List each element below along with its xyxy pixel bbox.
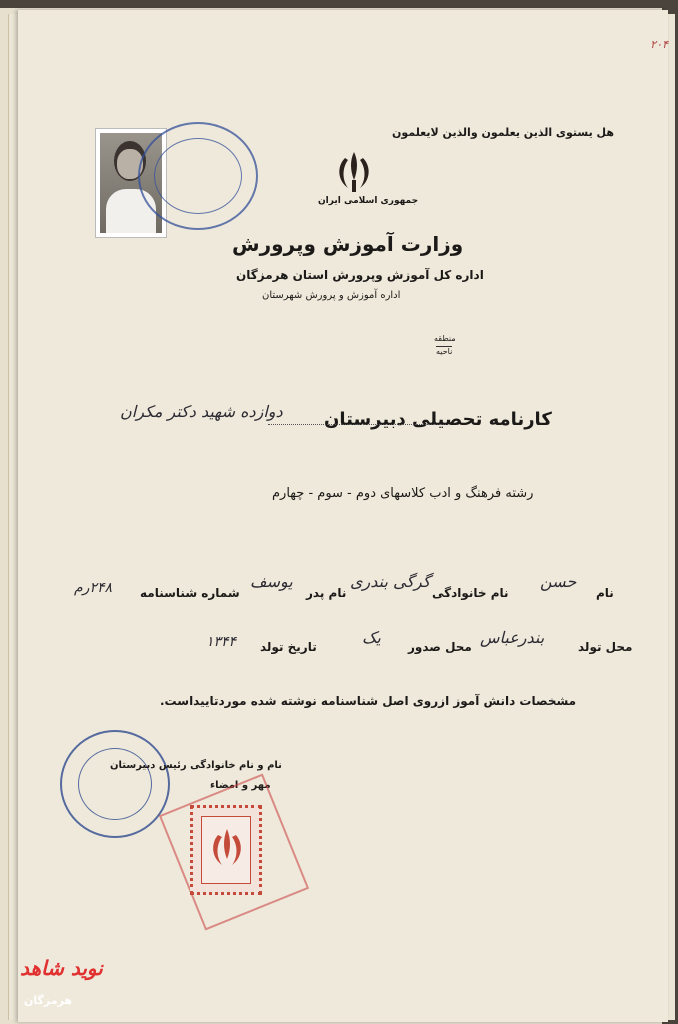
issue-value: یک: [362, 628, 381, 647]
document-title: کارنامه تحصیلی دبیرستان: [324, 409, 552, 430]
revenue-stamp-emblem-icon: [207, 825, 247, 875]
region-label: منطقه: [434, 334, 456, 343]
family-label: نام خانوادگی: [432, 586, 509, 600]
confirmation-text: مشخصات دانش آموز ازروی اصل شناسنامه نوشته شده موردتاییداست.: [160, 694, 577, 708]
name-label: نام: [596, 586, 614, 600]
photo-stamp: [138, 122, 258, 230]
emblem-caption: جمهوری اسلامی ایران: [318, 196, 419, 206]
seal-label: مهر و امضاء: [210, 780, 271, 791]
logo-text-bottom: هرمزگان: [24, 994, 73, 1007]
navid-shahed-logo: [8, 950, 103, 1020]
school-stamp: [60, 730, 170, 838]
birthplace-label: محل تولد: [578, 640, 633, 654]
name-value: حسن: [540, 572, 577, 591]
logo-text-top: نوید شاهد: [20, 956, 103, 980]
birthplace-value: بندرعباس: [480, 628, 545, 647]
verse: هل یستوی الذین یعلمون والذین لایعلمون: [392, 126, 614, 139]
birthdate-value: ۱۳۴۴: [206, 634, 237, 650]
iran-emblem-icon: [330, 150, 378, 196]
school-name: دوازده شهید دکتر مکران: [120, 402, 283, 421]
city-office: اداره آموزش و پرورش شهرستان: [262, 290, 401, 301]
school-name-line: [268, 424, 446, 425]
principal-label: نام و نام خانوادگی رئیس دبیرستان: [110, 760, 282, 771]
id-value: ۲۴۸رم: [74, 580, 112, 596]
revenue-stamp: [190, 805, 262, 895]
district-label: ناحیه: [436, 347, 453, 356]
father-label: نام پدر: [306, 586, 347, 600]
father-value: یوسف: [250, 572, 293, 591]
family-value: گرگی بندری: [350, 572, 431, 591]
ministry-title: وزارت آموزش وپرورش: [232, 232, 464, 256]
provincial-office: اداره کل آموزش وپرورش استان هرمزگان: [236, 268, 484, 282]
corner-note: ۲۰۴: [650, 38, 668, 51]
issue-label: محل صدور: [408, 640, 472, 654]
birthdate-label: تاریخ تولد: [260, 640, 317, 654]
field-line: رشته فرهنگ و ادب کلاسهای دوم - سوم - چهارم: [272, 486, 534, 501]
id-label: شماره شناسنامه: [140, 586, 240, 600]
